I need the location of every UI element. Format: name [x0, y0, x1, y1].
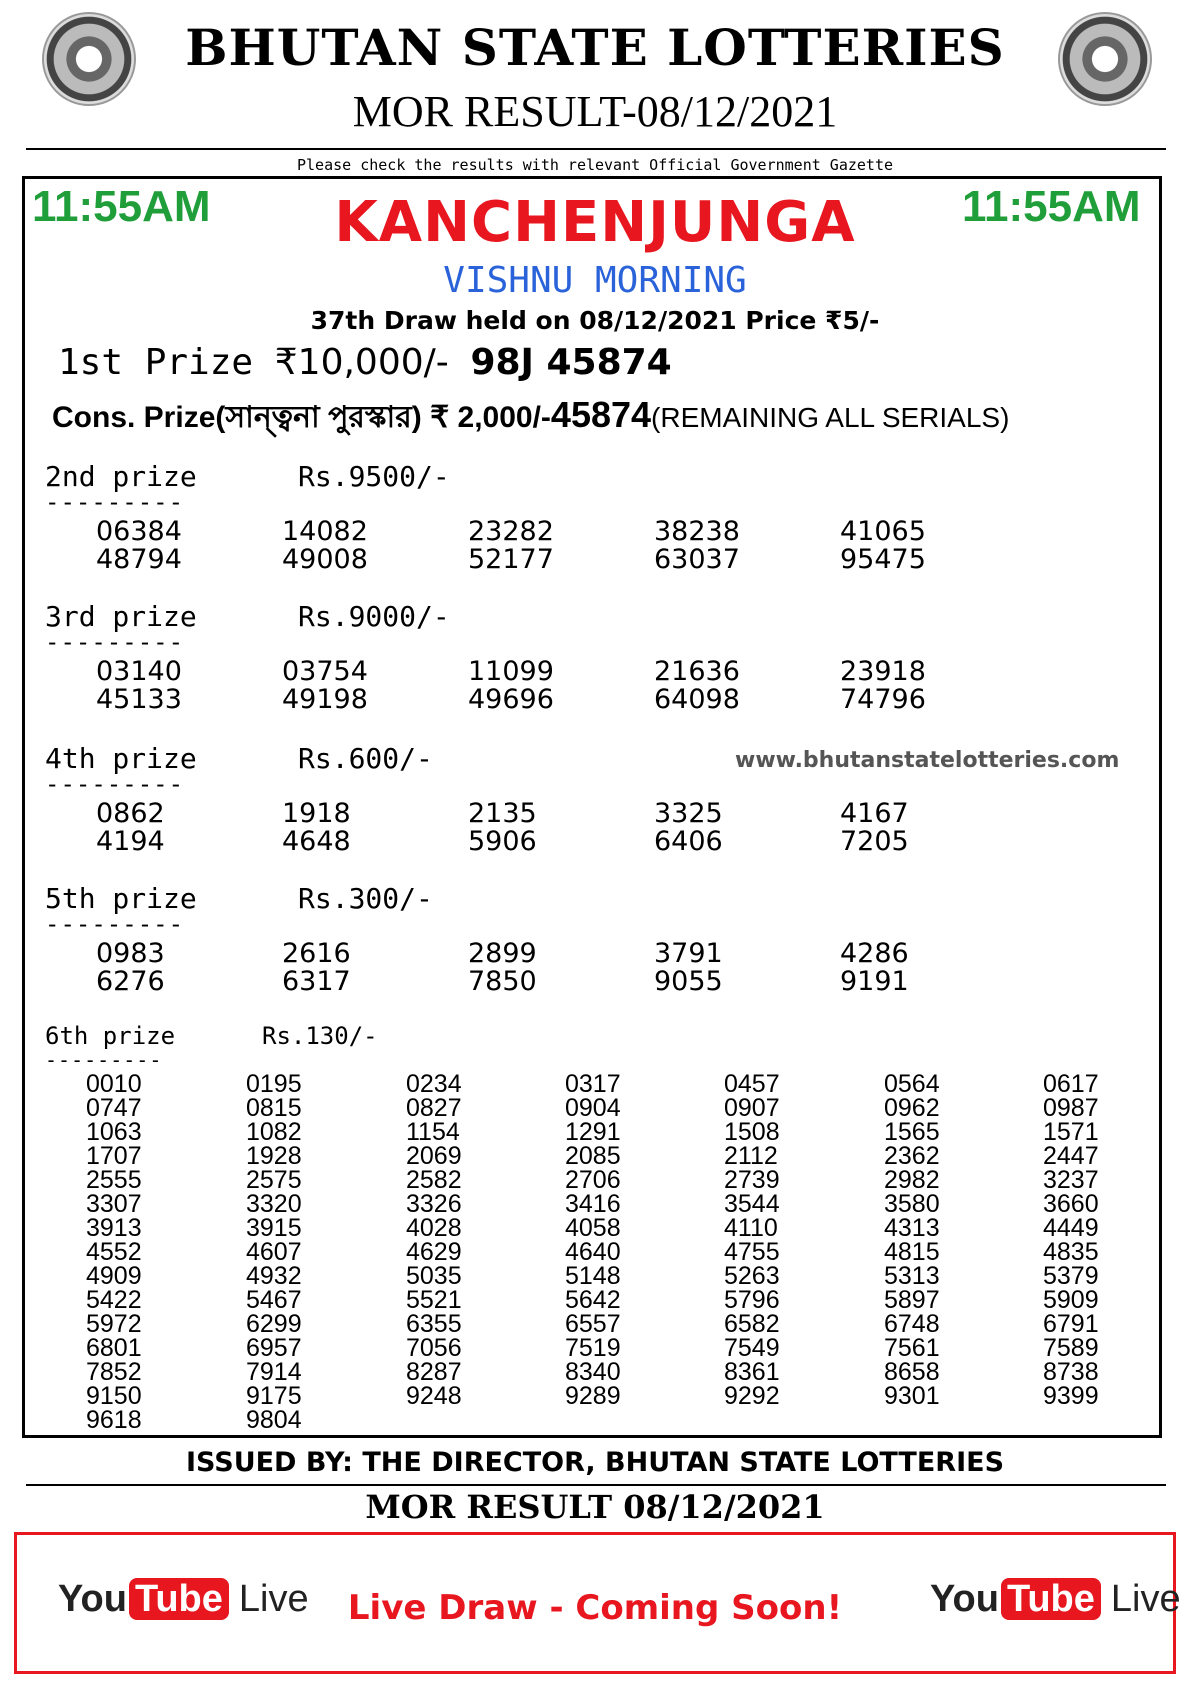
sixth-prize-number: 9618: [86, 1406, 142, 1434]
sixth-prize-underline: ---------: [45, 1048, 163, 1072]
sixth-prize-number: 0962: [884, 1094, 940, 1122]
prize-number: 9055: [654, 966, 723, 997]
sixth-prize-number: 1707: [86, 1142, 142, 1170]
sixth-prize-number: 0987: [1043, 1094, 1099, 1122]
sixth-prize-number: 1154: [406, 1118, 460, 1146]
sixth-prize-number: 3237: [1043, 1166, 1099, 1194]
sixth-prize-number: 6748: [884, 1310, 940, 1338]
youtube-tube: Tube: [129, 1578, 229, 1620]
sixth-prize-number: 0317: [565, 1070, 621, 1098]
first-prize-amount: ₹10,000/-: [274, 342, 449, 383]
sixth-prize-number: 4028: [406, 1214, 462, 1242]
prize-number: 2616: [282, 938, 351, 969]
sixth-prize-number: 0234: [406, 1070, 462, 1098]
cons-prize-note: (REMAINING ALL SERIALS): [651, 402, 1010, 433]
prize-underline: ---------: [45, 628, 185, 656]
sixth-prize-number: 0457: [724, 1070, 780, 1098]
sixth-prize-number: 2447: [1043, 1142, 1099, 1170]
sixth-prize-number: 9804: [246, 1406, 302, 1434]
prize-number: 6317: [282, 966, 351, 997]
sixth-prize-number: 2706: [565, 1166, 621, 1194]
youtube-live-logo-right: [930, 1578, 1181, 1621]
sixth-prize-number: 6791: [1043, 1310, 1099, 1338]
sixth-prize-number: 0907: [724, 1094, 780, 1122]
sixth-prize-number: 5972: [86, 1310, 142, 1338]
prize-number: 6406: [654, 826, 723, 857]
issued-by: ISSUED BY: THE DIRECTOR, BHUTAN STATE LOTTERIES: [185, 1447, 1005, 1478]
sixth-prize-number: 5263: [724, 1262, 780, 1290]
prize-number: 52177: [468, 544, 554, 575]
prize-label: 4th prize: [45, 742, 197, 775]
sixth-prize-number: 9248: [406, 1382, 462, 1410]
sixth-prize-number: 4552: [86, 1238, 142, 1266]
sixth-prize-number: 1082: [246, 1118, 302, 1146]
sixth-prize-number: 3307: [86, 1190, 142, 1218]
prize-number: 4648: [282, 826, 351, 857]
sixth-prize-number: 1063: [86, 1118, 142, 1146]
youtube-you: You: [930, 1578, 999, 1620]
sixth-prize-number: 0195: [246, 1070, 302, 1098]
sixth-prize-number: 9289: [565, 1382, 621, 1410]
sixth-prize-number: 1508: [724, 1118, 780, 1146]
sixth-prize-number: 3326: [406, 1190, 462, 1218]
sixth-prize-number: 3544: [724, 1190, 780, 1218]
sixth-prize-number: 4932: [246, 1262, 302, 1290]
prize-number: 1918: [282, 798, 351, 829]
prize-number: 49008: [282, 544, 368, 575]
footer-divider: [26, 1484, 1166, 1486]
sixth-prize-number: 2575: [246, 1166, 302, 1194]
sixth-prize-number: 4313: [884, 1214, 940, 1242]
sixth-prize-number: 2739: [724, 1166, 780, 1194]
sixth-prize-number: 5521: [406, 1286, 462, 1314]
sixth-prize-number: 4058: [565, 1214, 621, 1242]
sixth-prize-number: 0617: [1043, 1070, 1099, 1098]
sixth-prize-number: 4110: [724, 1214, 778, 1242]
sixth-prize-number: 2112: [724, 1142, 778, 1170]
prize-amount: Rs.9000/-: [298, 600, 450, 633]
prize-number: 11099: [468, 656, 554, 687]
prize-number: 4286: [840, 938, 909, 969]
prize-number: 0983: [96, 938, 165, 969]
first-prize-label: 1st Prize: [58, 342, 254, 383]
sixth-prize-number: 4640: [565, 1238, 621, 1266]
prize-number: 95475: [840, 544, 926, 575]
sixth-prize-number: 6801: [86, 1334, 142, 1362]
sixth-prize-number: 6557: [565, 1310, 621, 1338]
prize-number: 14082: [282, 516, 368, 547]
sixth-prize-number: 7589: [1043, 1334, 1099, 1362]
prize-number: 23282: [468, 516, 554, 547]
draw-time-right: 11:55AM: [962, 182, 1141, 231]
draw-info: 37th Draw held on 08/12/2021 Price ₹5/-: [310, 306, 880, 335]
sixth-prize-number: 9175: [246, 1382, 302, 1410]
prize-label: 2nd prize: [45, 460, 197, 493]
sixth-prize-number: 2085: [565, 1142, 621, 1170]
first-prize-number: 98J 45874: [470, 342, 672, 383]
sixth-prize-number: 2069: [406, 1142, 462, 1170]
sixth-prize-number: 2555: [86, 1166, 142, 1194]
header-divider: [26, 148, 1166, 150]
page-title: BHUTAN STATE LOTTERIES: [185, 18, 1005, 77]
prize-number: 0862: [96, 798, 165, 829]
prize-number: 21636: [654, 656, 740, 687]
sixth-prize-number: 6355: [406, 1310, 462, 1338]
prize-number: 5906: [468, 826, 537, 857]
sixth-prize-number: 3915: [246, 1214, 302, 1242]
prize-number: 6276: [96, 966, 165, 997]
prize-number: 64098: [654, 684, 740, 715]
youtube-live-text: Live: [1110, 1578, 1181, 1620]
sixth-prize-number: 7914: [246, 1358, 302, 1386]
sixth-prize-number: 1291: [565, 1118, 621, 1146]
result-subtitle: MOR RESULT-08/12/2021: [352, 87, 838, 136]
prize-number: 4167: [840, 798, 909, 829]
sixth-prize-number: 4755: [724, 1238, 780, 1266]
sixth-prize-number: 5148: [565, 1262, 621, 1290]
sixth-prize-number: 7519: [565, 1334, 621, 1362]
youtube-you: You: [58, 1578, 127, 1620]
sixth-prize-number: 5796: [724, 1286, 780, 1314]
live-draw-coming-soon: Live Draw - Coming Soon!: [347, 1588, 843, 1628]
sixth-prize-number: 4909: [86, 1262, 142, 1290]
gazette-note: Please check the results with relevant Official Government Gazette: [296, 156, 894, 174]
sixth-prize-number: 5313: [884, 1262, 940, 1290]
sixth-prize-label: 6th prize: [45, 1022, 176, 1050]
prize-number: 3791: [654, 938, 723, 969]
sixth-prize-number: 1565: [884, 1118, 940, 1146]
prize-number: 45133: [96, 684, 182, 715]
consolation-prize: [52, 393, 1009, 444]
sixth-prize-number: 2982: [884, 1166, 940, 1194]
footer-result: MOR RESULT 08/12/2021: [365, 1488, 825, 1526]
sixth-prize-number: 4449: [1043, 1214, 1099, 1242]
sixth-prize-number: 0010: [86, 1070, 142, 1098]
sixth-prize-number: 8658: [884, 1358, 940, 1386]
sixth-prize-number: 6299: [246, 1310, 302, 1338]
sixth-prize-number: 8738: [1043, 1358, 1099, 1386]
prize-number: 49696: [468, 684, 554, 715]
sixth-prize-number: 3416: [565, 1190, 621, 1218]
sixth-prize-number: 0815: [246, 1094, 302, 1122]
sixth-prize-number: 1571: [1043, 1118, 1099, 1146]
prize-number: 06384: [96, 516, 182, 547]
youtube-live-text: Live: [238, 1578, 309, 1620]
sixth-prize-number: 6582: [724, 1310, 780, 1338]
sixth-prize-number: 8340: [565, 1358, 621, 1386]
website-link[interactable]: www.bhutanstatelotteries.com: [735, 748, 1120, 773]
sixth-prize-number: 7056: [406, 1334, 462, 1362]
prize-number: 4194: [96, 826, 165, 857]
prize-amount: Rs.600/-: [298, 742, 433, 775]
sixth-prize-number: 3660: [1043, 1190, 1099, 1218]
game-name: KANCHENJUNGA: [334, 190, 856, 255]
youtube-tube: Tube: [1001, 1578, 1101, 1620]
sixth-prize-number: 0904: [565, 1094, 621, 1122]
prize-number: 38238: [654, 516, 740, 547]
game-variant: VISHNU MORNING: [443, 260, 747, 301]
prize-number: 63037: [654, 544, 740, 575]
sixth-prize-number: 5035: [406, 1262, 462, 1290]
prize-number: 2899: [468, 938, 537, 969]
prize-number: 23918: [840, 656, 926, 687]
prize-number: 7205: [840, 826, 909, 857]
cons-prize-label: Cons. Prize(সান্ত্বনা পুরস্কার): [52, 401, 422, 434]
sixth-prize-number: 5909: [1043, 1286, 1099, 1314]
sixth-prize-number: 0747: [86, 1094, 142, 1122]
sixth-prize-amount: Rs.130/-: [262, 1022, 378, 1050]
prize-label: 3rd prize: [45, 600, 197, 633]
prize-number: 03754: [282, 656, 368, 687]
sixth-prize-number: 0827: [406, 1094, 462, 1122]
prize-underline: ---------: [45, 488, 185, 516]
prize-underline: ---------: [45, 910, 185, 938]
sixth-prize-number: 5642: [565, 1286, 621, 1314]
sixth-prize-number: 7852: [86, 1358, 142, 1386]
prize-number: 49198: [282, 684, 368, 715]
sixth-prize-number: 5422: [86, 1286, 142, 1314]
sixth-prize-number: 4629: [406, 1238, 462, 1266]
draw-time-left: 11:55AM: [32, 182, 211, 231]
prize-number: 2135: [468, 798, 537, 829]
sixth-prize-number: 4607: [246, 1238, 302, 1266]
sixth-prize-number: 9150: [86, 1382, 142, 1410]
sixth-prize-number: 9301: [884, 1382, 940, 1410]
prize-label: 5th prize: [45, 882, 197, 915]
sixth-prize-number: 5897: [884, 1286, 940, 1314]
sixth-prize-number: 4835: [1043, 1238, 1099, 1266]
prize-underline: ---------: [45, 770, 185, 798]
first-prize: [58, 342, 672, 383]
sixth-prize-number: 9399: [1043, 1382, 1099, 1410]
prize-number: 3325: [654, 798, 723, 829]
prize-amount: Rs.9500/-: [298, 460, 450, 493]
sixth-prize-number: 2582: [406, 1166, 462, 1194]
sixth-prize-number: 3580: [884, 1190, 940, 1218]
sixth-prize-number: 7561: [884, 1334, 940, 1362]
sixth-prize-number: 5379: [1043, 1262, 1099, 1290]
prize-number: 7850: [468, 966, 537, 997]
sixth-prize-number: 1928: [246, 1142, 302, 1170]
sixth-prize-number: 2362: [884, 1142, 940, 1170]
cons-prize-amount: ₹ 2,000/-: [430, 401, 551, 434]
sixth-prize-number: 5467: [246, 1286, 302, 1314]
prize-number: 03140: [96, 656, 182, 687]
prize-number: 74796: [840, 684, 926, 715]
cons-prize-number: 45874: [550, 394, 652, 435]
prize-number: 41065: [840, 516, 926, 547]
prize-amount: Rs.300/-: [298, 882, 433, 915]
sixth-prize-number: 3913: [86, 1214, 142, 1242]
prize-number: 48794: [96, 544, 182, 575]
sixth-prize-number: 7549: [724, 1334, 780, 1362]
prize-number: 9191: [840, 966, 909, 997]
sixth-prize-number: 0564: [884, 1070, 940, 1098]
sixth-prize-number: 8287: [406, 1358, 462, 1386]
sixth-prize-number: 4815: [884, 1238, 940, 1266]
sixth-prize-number: 9292: [724, 1382, 780, 1410]
sixth-prize-number: 3320: [246, 1190, 302, 1218]
sixth-prize-number: 8361: [724, 1358, 780, 1386]
sixth-prize-number: 6957: [246, 1334, 302, 1362]
